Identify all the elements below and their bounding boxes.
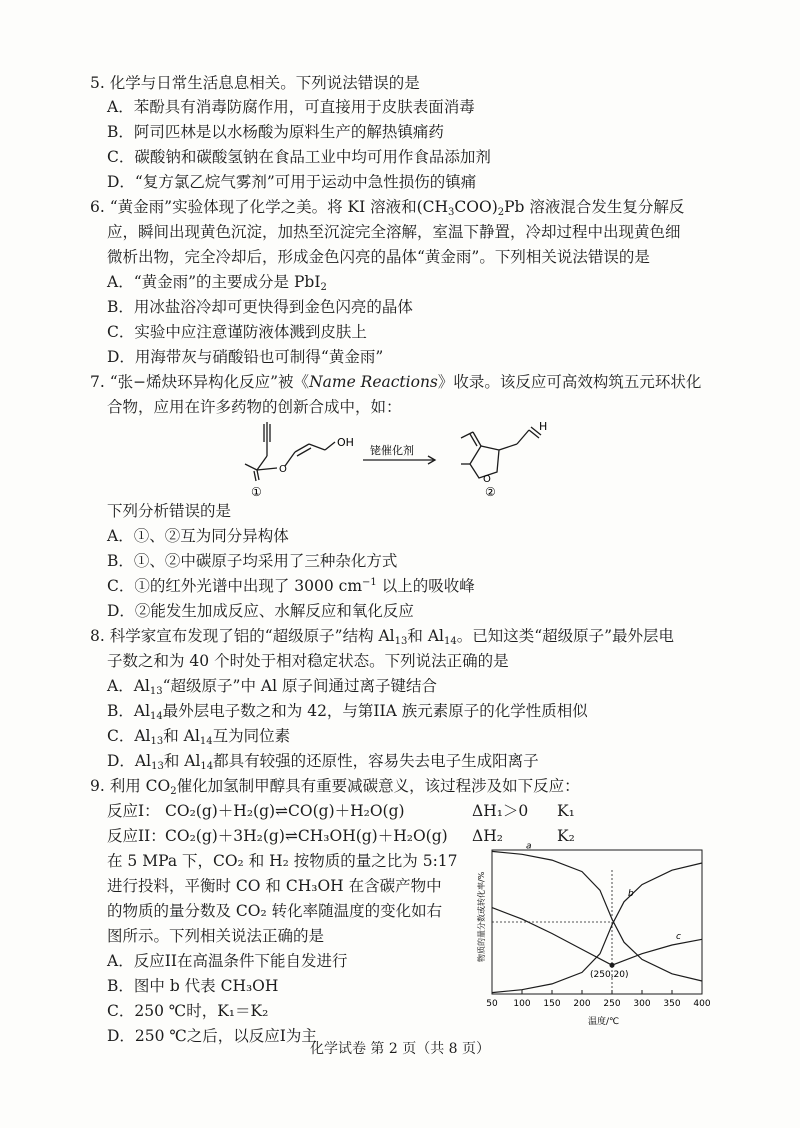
q7-stem-line2: 合物，应用在许多药物的创新合成中，如： [107,398,402,416]
q9-stem: 9. 利用 $CO_2$催化加氢制甲醇具有重要减碳意义，该过程涉及如下反应： [90,777,580,797]
ester-oxygen: O [279,464,287,475]
q6-option-d: D．用海带灰与硝酸铅也可制得“黄金雨” [107,348,384,366]
reaction-2-equation: CO₂(g)＋3H₂(g)⇌CH₃OH(g)＋H₂O(g) [165,827,448,845]
bond [325,442,335,450]
x-tick-label: 50 [486,999,498,1009]
reaction-2-enthalpy: ΔH₂ [472,827,503,845]
q6-option-c: C．实验中应注意谨防液体溅到皮肤上 [107,323,367,341]
q8-stem-line2: 子数之和为 40 个时处于相对稳定状态。下列说法正确的是 [107,652,509,670]
q5-option-b: B．阿司匹林是以水杨酸为原料生产的解热镇痛药 [107,123,444,141]
q8-option-d: D．$Al_{13}$和 $Al_{14}$都具有较强的还原性，容易失去电子生成阳离子 [107,752,539,772]
q9-option-d: D．250 ℃之后，以反应I为主 [107,1027,317,1045]
q6-stem-line1: 6. “黄金雨”实验体现了化学之美。将 KI 溶液和$(CH_3COO)_2Pb$ 溶液混合发生复分解反 [90,198,685,218]
aldehyde-bond [517,430,529,444]
reaction-1-k: K₁ [557,802,575,820]
hydroxyl-label: OH [337,436,354,449]
bond [245,464,257,470]
x-tick-label: 400 [693,999,711,1009]
carbonyl-bond [257,470,259,480]
q8-option-c: C．$Al_{13}$和 $Al_{14}$互为同位素 [107,727,291,747]
aldehyde-co [529,430,539,438]
chart-x-axis-label: 温度/℃ [588,1017,620,1027]
annotation-point [610,963,615,968]
q7-stem-line1: 7. “张−烯炔环异构化反应”被《Name Reactions》收录。该反应可高效构筑五元环状化 [90,373,702,391]
q9-body-line4: 图所示。下列相关说法正确的是 [107,927,325,945]
q7-option-c: C．①的红外光谱中出现了 3000 $cm^{-1}$ 以上的吸收峰 [107,577,475,595]
q8-option-a: A．$Al_{13}“$超级原子”中 Al 原子间通过离子键结合 [107,677,437,697]
q7-option-b: B．①、②中碳原子均采用了三种杂化方式 [107,552,398,570]
x-tick-label: 350 [663,999,681,1009]
q6-stem-line3: 微析出物，完全冷却后，形成金色闪亮的晶体“黄金雨”。下列相关说法错误的是 [107,248,650,266]
x-tick-label: 150 [543,999,561,1009]
exocyclic-alkene [473,432,481,446]
q6-option-a: A．“黄金雨”的主要成分是 PbI$_2$ [107,273,327,293]
side-chain-bond [499,444,517,450]
q5-option-c: C．碳酸钠和碳酸氢钠在食品工业中均可用作食品添加剂 [107,148,491,166]
reaction-2-label: 反应II： [107,827,166,845]
x-tick-label: 300 [633,999,651,1009]
q7-intro: 下列分析错误的是 [107,502,232,520]
bond [309,444,325,450]
bond [257,468,277,470]
chart-y-axis-label: 物质的量分数或转化率/% [477,871,486,962]
bond [257,456,267,470]
compound-1-label: ① [251,485,262,498]
q6-stem-line2: 应，瞬间出现黄色沉淀，加热至沉淀完全溶解，室温下静置，冷却过程中出现黄色细 [107,223,681,241]
x-tick-label: 250 [603,999,621,1009]
q9-body-line2: 进行投料，平衡时 CO 和 CH₃OH 在含碳产物中 [107,877,442,895]
series-label-c: c [676,932,681,943]
carbonyl-bond-2 [254,471,256,481]
q5-option-a: A．苯酚具有消毒防腐作用，可直接用于皮肤表面消毒 [107,98,475,116]
x-tick-label: 100 [513,999,531,1009]
series-label-a: a [526,842,532,852]
reaction-2-k: K₂ [557,827,575,845]
q6-option-b: B．用冰盐浴冷却可更快得到金色闪亮的晶体 [107,298,413,316]
reaction-1-label: 反应I： [107,802,160,820]
q7-option-a: A．①、②互为同分异构体 [107,527,289,545]
q9-body-line1: 在 5 MPa 下，CO₂ 和 H₂ 按物质的量之比为 5:17 [107,852,458,870]
ring-oxygen: O [483,474,491,485]
temperature-chart [470,842,730,1028]
reagent-label: 铑催化剂 [370,444,414,457]
x-tick-label: 200 [573,999,591,1009]
chart-point-annotation: (250,20) [590,970,629,981]
reaction-scheme [235,416,580,498]
compound-2-label: ② [485,485,496,498]
q5-option-d: D．“复方氯乙烷气雾剂”可用于运动中急性损伤的镇痛 [107,173,477,191]
q9-option-b: B．图中 b 代表 CH₃OH [107,977,279,995]
exocyclic-alkene-2 [470,434,477,446]
reaction-1-enthalpy: ΔH₁＞0 [472,802,529,820]
aldehyde-h-label: H [539,420,548,433]
q9-option-c: C．250 ℃时，K₁＝K₂ [107,1002,269,1020]
q9-option-a: A．反应II在高温条件下能自发进行 [107,952,348,970]
reaction-1-equation: CO₂(g)＋H₂(g)⇌CO(g)＋H₂O(g) [165,802,405,820]
q5-stem: 5. 化学与日常生活息息相关。下列说法错误的是 [90,74,420,92]
series-label-b: b [628,888,634,899]
q9-body-line3: 的物质的量分数及 CO₂ 转化率随温度的变化如右 [107,902,443,920]
chart-ticks [486,990,711,1009]
q8-stem-line1: 8. 科学家宣布发现了铝的“超级原子”结构 $Al_{13}$和 $Al_{14}$。已知这类“超级原子”最外层电 [90,627,675,647]
q8-option-b: B．$Al_{14}$最外层电子数之和为 42，与第IIA 族元素原子的化学性质相似 [107,702,588,722]
q7-option-d: D．②能发生加成反应、水解反应和氧化反应 [107,602,414,620]
page-footer: 化学试卷 第 2 页（共 8 页） [309,1041,491,1057]
